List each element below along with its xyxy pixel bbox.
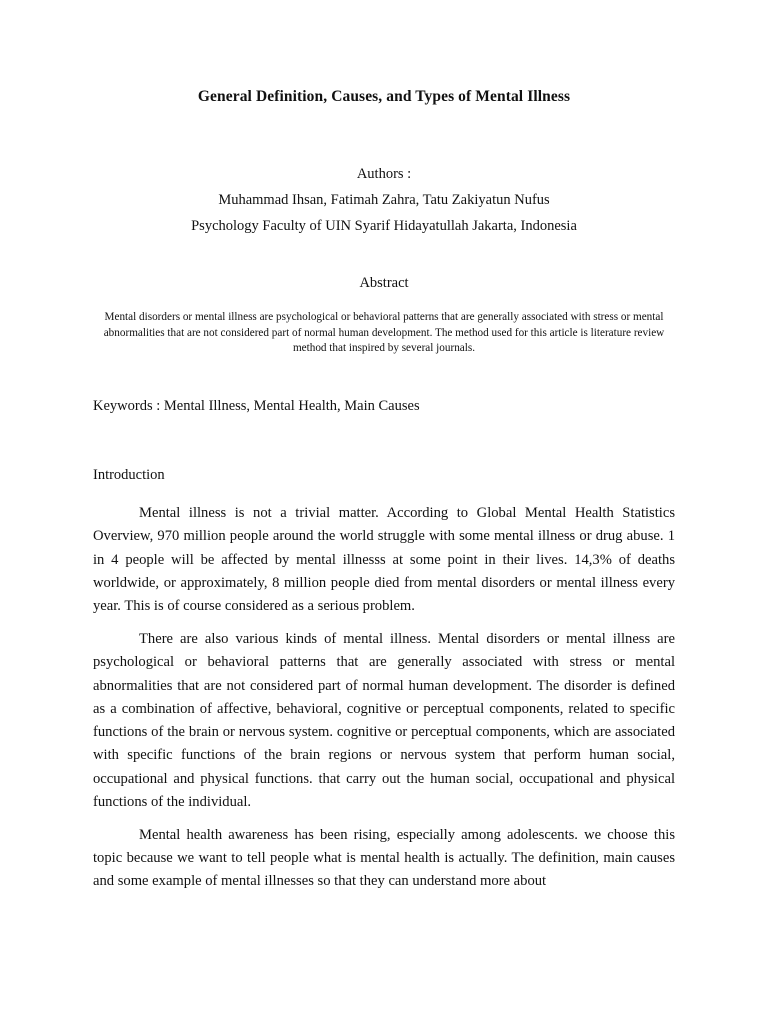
authors-label: Authors : xyxy=(356,166,412,182)
paragraph: There are also various kinds of mental illness. Mental disorders or mental illness are psychological or behavioral patterns that are generally associated with stress or mental abnormalities that are not considered part of normal human development. The disorder is defined as a combination of affective, behavioral, cognitive or perceptual components, related to specific functions of the brain or nervous system. cognitive or perceptual components, which are associated with specific functions of the brain regions or nervous system that perform human social, occupational and physical functions. that carry out the human social, occupational and physical functions of the individual. xyxy=(93,630,675,811)
body-text xyxy=(93,502,675,903)
authors-block xyxy=(0,161,768,239)
keywords-line: Keywords : Mental Illness, Mental Health, Main Causes xyxy=(93,398,420,414)
abstract-text: Mental disorders or mental illness are psychological or behavioral patterns that are generally associated with stress or mental abnormalities that are not considered part of normal human development. The method used for this article is literature review method that inspired by several journals. xyxy=(103,311,665,354)
abstract-heading: Abstract xyxy=(359,275,409,291)
author-names: Muhammad Ihsan, Fatimah Zahra, Tatu Zakiyatun Nufus xyxy=(218,192,550,208)
paragraph: Mental health awareness has been rising, especially among adolescents. we choose this topic because we want to tell people what is mental health is actually. The definition, main causes and some example of mental illnesses so that they can understand more about xyxy=(93,826,675,890)
section-heading-introduction: Introduction xyxy=(93,467,165,483)
author-affiliation: Psychology Faculty of UIN Syarif Hidayatullah Jakarta, Indonesia xyxy=(191,218,577,234)
paper-title: General Definition, Causes, and Types of Mental Illness xyxy=(197,88,571,105)
paragraph: Mental illness is not a trivial matter. According to Global Mental Health Statistics Overview, 970 million people around the world struggle with some mental illness or drug abuse. 1 in 4 people will be affected by mental illnesss at some point in their lives. 14,3% of deaths worldwide, or approximately, 8 million people died from mental disorders or mental illness every year. This is of course considered as a serious problem. xyxy=(93,505,675,615)
